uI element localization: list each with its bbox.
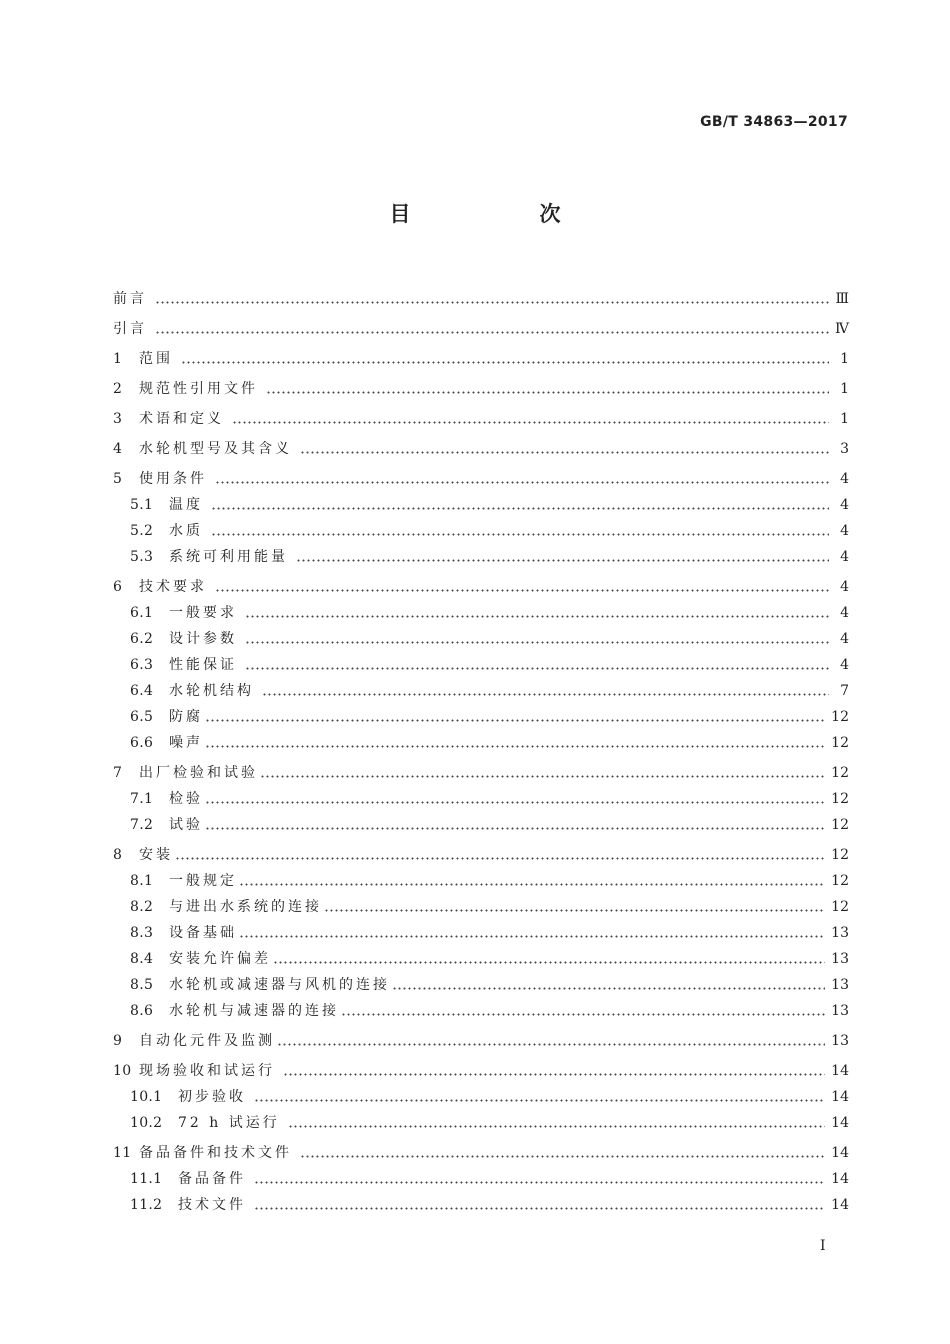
toc-entry-number: 8.5 bbox=[130, 977, 154, 993]
toc-entry-page: 14 bbox=[831, 1197, 849, 1213]
dot-leader bbox=[155, 301, 829, 304]
dot-leader bbox=[254, 1099, 825, 1102]
dot-leader bbox=[288, 1125, 825, 1128]
toc-entry-page: 13 bbox=[831, 951, 849, 967]
toc-entry[interactable] bbox=[113, 968, 849, 994]
toc-entry-label: 检验 bbox=[169, 791, 203, 807]
toc-entry-page: 4 bbox=[840, 471, 849, 487]
toc-entry-number: 6.6 bbox=[130, 735, 154, 751]
toc-entry-label: 规范性引用文件 bbox=[139, 381, 258, 397]
toc-entry-page: 13 bbox=[831, 1003, 849, 1019]
toc-entry-label: 72 h 试运行 bbox=[178, 1115, 280, 1131]
dot-leader bbox=[245, 615, 829, 618]
toc-entry[interactable] bbox=[113, 1106, 849, 1132]
toc-entry-label: 水轮机结构 bbox=[169, 683, 254, 699]
toc-entry[interactable] bbox=[113, 368, 849, 398]
toc-entry-page: 1 bbox=[840, 411, 849, 427]
dot-leader bbox=[245, 667, 829, 670]
toc-entry-label: 术语和定义 bbox=[139, 411, 224, 427]
toc-entry-page: 4 bbox=[840, 579, 849, 595]
toc-entry-page: 12 bbox=[831, 899, 849, 915]
toc-entry-page: 1 bbox=[840, 351, 849, 367]
toc-entry[interactable] bbox=[113, 726, 849, 752]
toc-entry[interactable] bbox=[113, 458, 849, 488]
toc-entry[interactable] bbox=[113, 514, 849, 540]
toc-entry-page: 4 bbox=[840, 523, 849, 539]
dot-leader bbox=[283, 1073, 825, 1076]
toc-entry-page: 7 bbox=[840, 683, 849, 699]
toc-entry-number: 8.2 bbox=[130, 899, 154, 915]
toc-entry-number: 11.1 bbox=[130, 1171, 163, 1187]
dot-leader bbox=[266, 391, 829, 394]
dot-leader bbox=[300, 451, 829, 454]
standard-number: GB/T 34863—2017 bbox=[700, 114, 848, 130]
page-folio: I bbox=[820, 1238, 826, 1254]
toc-entry-page: 4 bbox=[840, 657, 849, 673]
toc-entry-number: 6.3 bbox=[130, 657, 154, 673]
toc-entry-page: 12 bbox=[831, 765, 849, 781]
toc-entry-page: 4 bbox=[840, 605, 849, 621]
toc-entry-label: 水轮机型号及其含义 bbox=[139, 441, 292, 457]
toc-entry[interactable] bbox=[113, 834, 849, 864]
dot-leader bbox=[239, 883, 825, 886]
toc-entry-label: 安装 bbox=[139, 847, 173, 863]
toc-entry-label: 范围 bbox=[139, 351, 173, 367]
toc-entry-label: 设计参数 bbox=[169, 631, 237, 647]
toc-entry-label: 安装允许偏差 bbox=[169, 951, 271, 967]
toc-entry-number: 11.2 bbox=[130, 1197, 163, 1213]
dot-leader bbox=[273, 961, 825, 964]
dot-leader bbox=[215, 589, 829, 592]
dot-leader bbox=[296, 559, 829, 562]
toc-entry-label: 系统可利用能量 bbox=[169, 549, 288, 565]
dot-leader bbox=[215, 481, 829, 484]
dot-leader bbox=[205, 801, 825, 804]
toc-entry-page: 3 bbox=[840, 441, 849, 457]
dot-leader bbox=[205, 719, 825, 722]
toc-entry-page: 13 bbox=[831, 1033, 849, 1049]
toc-entry-label: 备品备件和技术文件 bbox=[139, 1145, 292, 1161]
toc-entry-label: 温度 bbox=[169, 497, 203, 513]
toc-entry-page: Ⅲ bbox=[835, 291, 849, 307]
toc-entry-page: 12 bbox=[831, 709, 849, 725]
dot-leader bbox=[205, 745, 825, 748]
toc-entry-number: 6 bbox=[113, 579, 123, 595]
toc-entry[interactable] bbox=[113, 864, 849, 890]
dot-leader bbox=[211, 507, 829, 510]
toc-entry-number: 2 bbox=[113, 381, 123, 397]
toc-entry[interactable] bbox=[113, 942, 849, 968]
toc-entry-label: 引言 bbox=[113, 321, 147, 337]
toc-entry[interactable] bbox=[113, 278, 849, 308]
toc-entry-label: 水轮机或减速器与风机的连接 bbox=[169, 977, 390, 993]
toc-entry-number: 8 bbox=[113, 847, 123, 863]
toc-entry-number: 10.2 bbox=[130, 1115, 163, 1131]
dot-leader bbox=[211, 533, 829, 536]
toc-entry-number: 7.1 bbox=[130, 791, 154, 807]
toc-entry-label: 噪声 bbox=[169, 735, 203, 751]
toc-entry[interactable] bbox=[113, 1080, 849, 1106]
toc-entry-label: 防腐 bbox=[169, 709, 203, 725]
toc-entry[interactable] bbox=[113, 308, 849, 338]
toc-entry-label: 出厂检验和试验 bbox=[139, 765, 258, 781]
toc-entry-label: 前言 bbox=[113, 291, 147, 307]
toc-entry-label: 现场验收和试运行 bbox=[139, 1063, 275, 1079]
toc-entry-label: 设备基础 bbox=[169, 925, 237, 941]
toc-entry[interactable] bbox=[113, 566, 849, 596]
toc-entry-page: 12 bbox=[831, 735, 849, 751]
toc-entry-number: 7.2 bbox=[130, 817, 154, 833]
toc-entry-label: 一般规定 bbox=[169, 873, 237, 889]
toc-entry-number: 5.3 bbox=[130, 549, 154, 565]
dot-leader bbox=[392, 987, 825, 990]
toc-entry-page: Ⅳ bbox=[835, 321, 849, 337]
dot-leader bbox=[232, 421, 829, 424]
toc-entry[interactable] bbox=[113, 338, 849, 368]
toc-entry[interactable] bbox=[113, 648, 849, 674]
toc-entry-number: 8.1 bbox=[130, 873, 154, 889]
toc-entry-page: 12 bbox=[831, 817, 849, 833]
toc-entry[interactable] bbox=[113, 1162, 849, 1188]
toc-entry-number: 11 bbox=[113, 1145, 132, 1161]
toc-entry[interactable] bbox=[113, 890, 849, 916]
toc-entry-page: 4 bbox=[840, 497, 849, 513]
toc-entry-page: 12 bbox=[831, 847, 849, 863]
dot-leader bbox=[254, 1181, 825, 1184]
dot-leader bbox=[254, 1207, 825, 1210]
toc-entry[interactable] bbox=[113, 596, 849, 622]
toc-entry[interactable] bbox=[113, 700, 849, 726]
toc-entry-number: 8.3 bbox=[130, 925, 154, 941]
dot-leader bbox=[239, 935, 825, 938]
toc-entry[interactable] bbox=[113, 808, 849, 834]
toc-entry-page: 13 bbox=[831, 977, 849, 993]
toc-entry-label: 性能保证 bbox=[169, 657, 237, 673]
toc-entry-number: 8.6 bbox=[130, 1003, 154, 1019]
table-of-contents bbox=[113, 278, 849, 1214]
toc-entry-page: 14 bbox=[831, 1115, 849, 1131]
toc-entry-label: 水质 bbox=[169, 523, 203, 539]
dot-leader bbox=[324, 909, 825, 912]
toc-entry-label: 水轮机与减速器的连接 bbox=[169, 1003, 339, 1019]
toc-entry-label: 初步验收 bbox=[178, 1089, 246, 1105]
toc-entry[interactable] bbox=[113, 428, 849, 458]
toc-entry[interactable] bbox=[113, 994, 849, 1020]
toc-entry[interactable] bbox=[113, 1132, 849, 1162]
toc-entry[interactable] bbox=[113, 916, 849, 942]
toc-entry[interactable] bbox=[113, 1020, 849, 1050]
toc-entry-number: 7 bbox=[113, 765, 123, 781]
toc-entry-number: 5.2 bbox=[130, 523, 154, 539]
toc-entry[interactable] bbox=[113, 622, 849, 648]
toc-entry-number: 5.1 bbox=[130, 497, 154, 513]
toc-entry-label: 技术要求 bbox=[139, 579, 207, 595]
toc-entry-number: 3 bbox=[113, 411, 123, 427]
toc-entry[interactable] bbox=[113, 674, 849, 700]
toc-entry-page: 14 bbox=[831, 1145, 849, 1161]
toc-entry-number: 6.2 bbox=[130, 631, 154, 647]
toc-entry-page: 13 bbox=[831, 925, 849, 941]
toc-entry-label: 试验 bbox=[169, 817, 203, 833]
dot-leader bbox=[181, 361, 829, 364]
dot-leader bbox=[260, 775, 825, 778]
toc-entry-number: 4 bbox=[113, 441, 123, 457]
toc-entry-page: 4 bbox=[840, 631, 849, 647]
toc-entry-number: 10 bbox=[113, 1063, 132, 1079]
toc-entry-page: 14 bbox=[831, 1063, 849, 1079]
toc-entry-label: 与进出水系统的连接 bbox=[169, 899, 322, 915]
page-title: 目 次 bbox=[389, 202, 615, 226]
toc-entry[interactable] bbox=[113, 752, 849, 782]
toc-entry-label: 使用条件 bbox=[139, 471, 207, 487]
toc-entry-number: 6.1 bbox=[130, 605, 154, 621]
toc-entry-number: 10.1 bbox=[130, 1089, 163, 1105]
dot-leader bbox=[155, 331, 829, 334]
toc-entry[interactable] bbox=[113, 540, 849, 566]
toc-entry-number: 9 bbox=[113, 1033, 123, 1049]
toc-entry-number: 8.4 bbox=[130, 951, 154, 967]
dot-leader bbox=[300, 1155, 825, 1158]
dot-leader bbox=[245, 641, 829, 644]
dot-leader bbox=[277, 1043, 825, 1046]
toc-entry-label: 自动化元件及监测 bbox=[139, 1033, 275, 1049]
dot-leader bbox=[205, 827, 825, 830]
toc-entry-page: 14 bbox=[831, 1089, 849, 1105]
toc-entry[interactable] bbox=[113, 398, 849, 428]
dot-leader bbox=[175, 857, 825, 860]
toc-entry-label: 一般要求 bbox=[169, 605, 237, 621]
dot-leader bbox=[262, 693, 829, 696]
toc-entry[interactable] bbox=[113, 1050, 849, 1080]
toc-entry[interactable] bbox=[113, 488, 849, 514]
toc-entry-number: 6.4 bbox=[130, 683, 154, 699]
toc-entry-label: 技术文件 bbox=[178, 1197, 246, 1213]
toc-entry-page: 12 bbox=[831, 873, 849, 889]
toc-entry-label: 备品备件 bbox=[178, 1171, 246, 1187]
dot-leader bbox=[341, 1013, 825, 1016]
toc-entry-number: 1 bbox=[113, 351, 123, 367]
toc-entry-number: 6.5 bbox=[130, 709, 154, 725]
toc-entry-page: 12 bbox=[831, 791, 849, 807]
toc-entry-page: 1 bbox=[840, 381, 849, 397]
toc-entry-number: 5 bbox=[113, 471, 123, 487]
toc-entry-page: 4 bbox=[840, 549, 849, 565]
toc-entry[interactable] bbox=[113, 1188, 849, 1214]
toc-entry-page: 14 bbox=[831, 1171, 849, 1187]
toc-entry[interactable] bbox=[113, 782, 849, 808]
